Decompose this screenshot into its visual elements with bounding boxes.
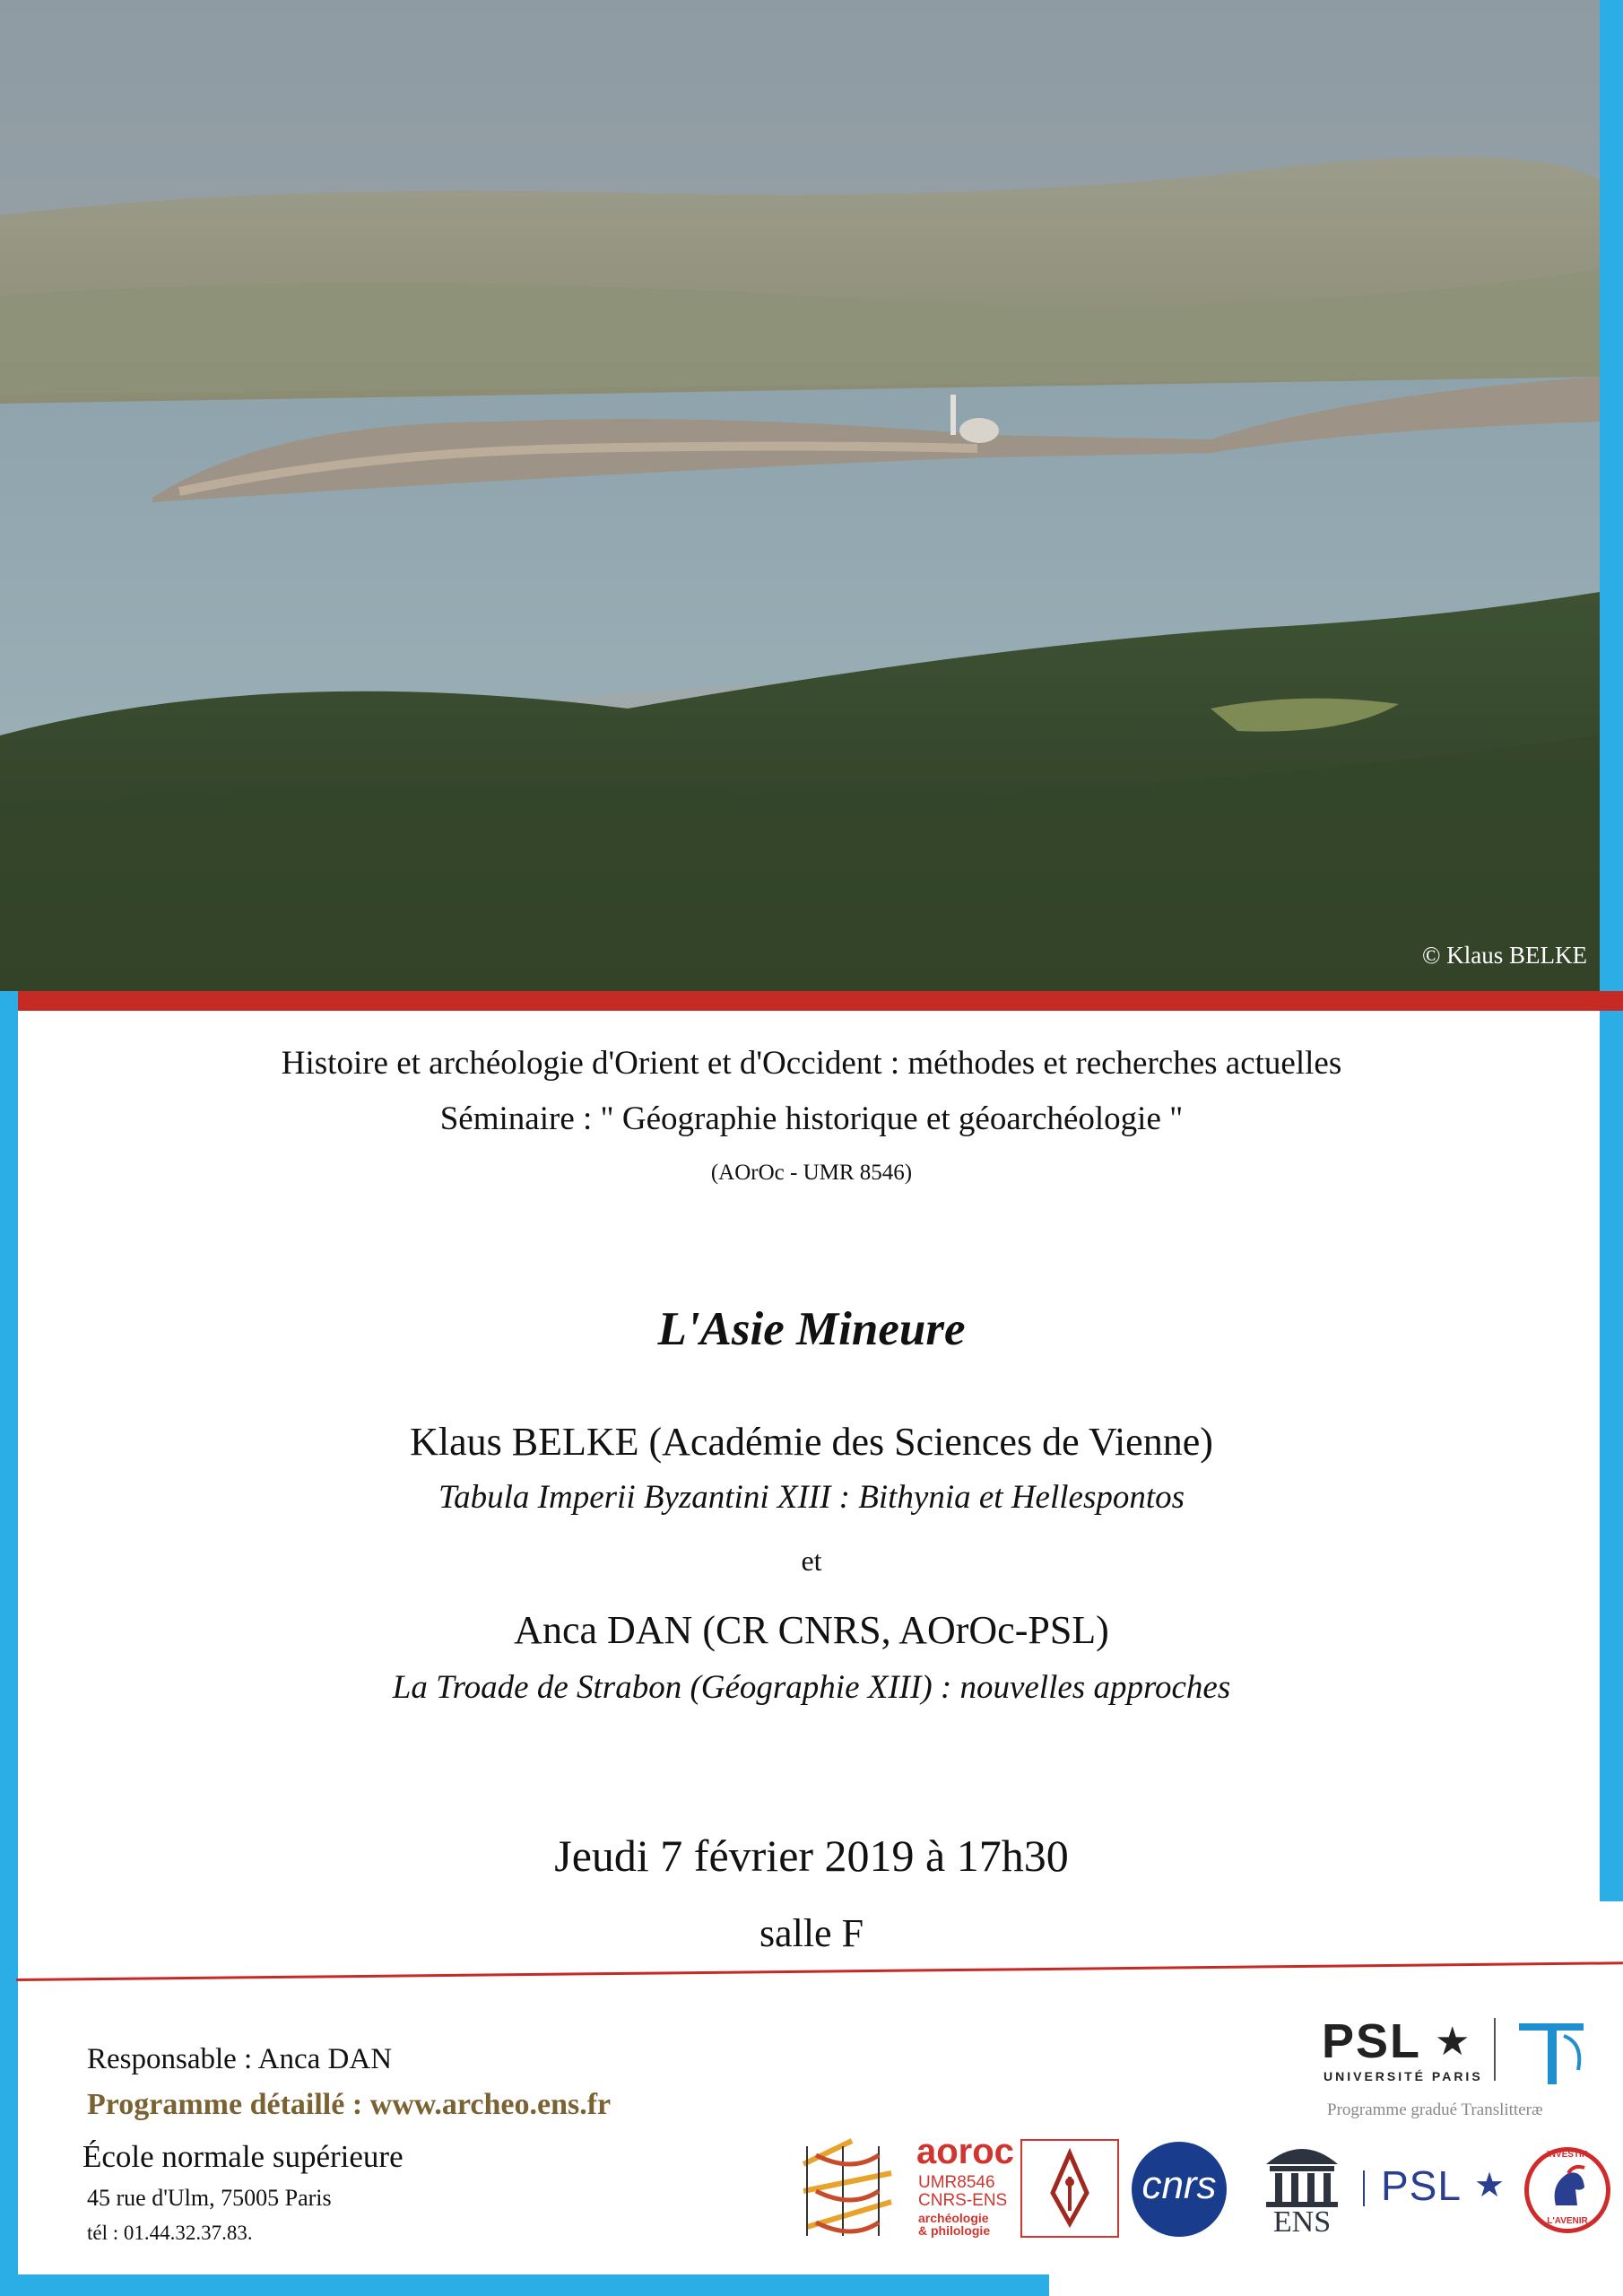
star-icon: ★ [1474, 2167, 1506, 2205]
photo-divider [18, 991, 1623, 1011]
translitterae-logo [1515, 2016, 1587, 2088]
aoroc-pen-box [1020, 2139, 1119, 2238]
psl-small-logo: PSL ★ [1381, 2162, 1506, 2209]
programme-link[interactable]: Programme détaillé : www.archeo.ens.fr [87, 2088, 612, 2121]
pen-nib-icon [1022, 2141, 1117, 2236]
event-date: Jeudi 7 février 2019 à 17h30 [554, 1831, 1069, 1881]
event-title: L'Asie Mineure [657, 1303, 966, 1355]
frame-bottom-bar [0, 2274, 1049, 2296]
speaker-1-name: Klaus BELKE (Académie des Sciences de Vienne) [410, 1420, 1213, 1464]
landscape-photo [0, 0, 1600, 991]
footer-divider [16, 1961, 1623, 1981]
school-phone: tél : 01.44.32.37.83. [87, 2222, 253, 2244]
photo-credit: © Klaus BELKE [1422, 942, 1587, 969]
speaker-2-name: Anca DAN (CR CNRS, AOrOc-PSL) [514, 1608, 1109, 1652]
school-name: École normale supérieure [82, 2139, 404, 2174]
conjunction-text: et [801, 1544, 822, 1577]
ens-logo: ENS [1257, 2137, 1347, 2243]
psl-logo: PSL ★ UNIVERSITÉ PARIS [1322, 2014, 1483, 2083]
transferts-icon [798, 2137, 897, 2243]
ens-building-icon [1257, 2137, 1347, 2209]
investir-avenir-logo: INVESTIR L'AVENIR [1524, 2147, 1610, 2233]
seminar-name: Séminaire : " Géographie historique et géoarchéologie " [439, 1100, 1184, 1137]
seminar-series-title: Histoire et archéologie d'Orient et d'Occident : méthodes et recherches actuelles [281, 1045, 1342, 1082]
seminar-lab: (AOrOc - UMR 8546) [710, 1161, 913, 1185]
school-address: 45 rue d'Ulm, 75005 Paris [87, 2185, 332, 2211]
responsable-text: Responsable : Anca DAN [87, 2043, 393, 2075]
aoroc-logo: aoroc UMR8546 CNRS-ENS archéologie & philologie [915, 2139, 1121, 2239]
transferts-logo [798, 2137, 897, 2243]
translitterae-icon [1515, 2016, 1587, 2088]
event-room: salle F [759, 1911, 864, 1955]
translitterae-caption: Programme gradué Translitteræ [1327, 2100, 1543, 2119]
psl-small-separator [1363, 2170, 1365, 2206]
star-icon: ★ [1435, 2020, 1471, 2064]
logo-separator [1494, 2018, 1496, 2081]
speaker-1-talk: Tabula Imperii Byzantini XIII : Bithynia et Hellespontos [438, 1479, 1185, 1516]
speaker-2-talk: La Troade de Strabon (Géographie XIII) : nouvelles approches [392, 1669, 1231, 1706]
cnrs-logo: cnrs [1132, 2142, 1227, 2237]
